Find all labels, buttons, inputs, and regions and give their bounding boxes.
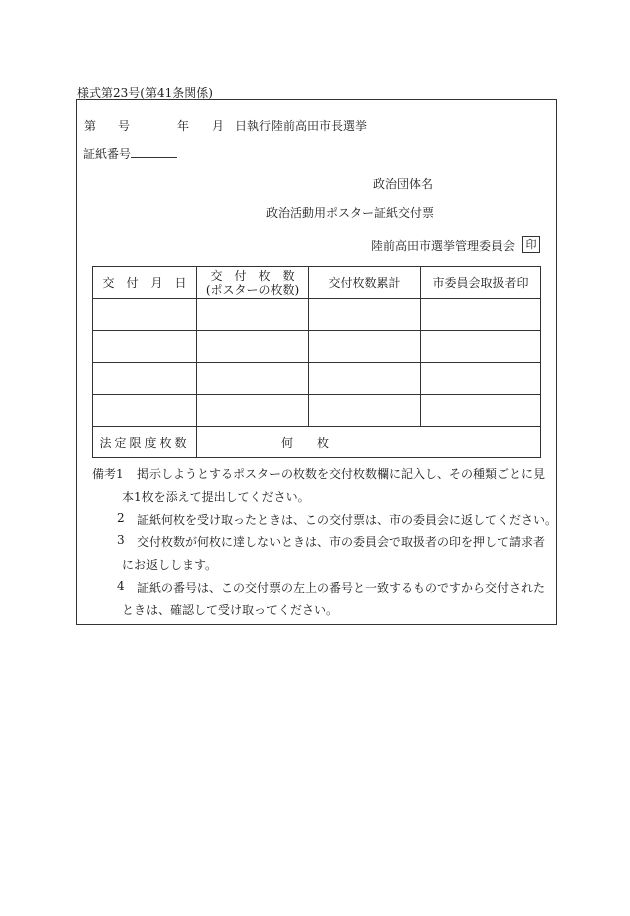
year-label: 年 [177, 119, 190, 133]
number-suffix: 号 [118, 119, 131, 133]
remarks-heading: 備考1 [92, 467, 124, 481]
form-number-header: 様式第23号(第41条関係) [77, 86, 213, 100]
table-header-row [93, 267, 541, 299]
table-row [93, 363, 541, 395]
count-cell [197, 363, 309, 395]
remark-3-line1: 交付枚数が何枚に達しないときは、市の委員会で取扱者の印を押して請求者 [137, 535, 546, 549]
header-handler-seal: 市委員会取扱者印 [421, 267, 541, 299]
document-title: 政治活動用ポスター証紙交付票 [266, 206, 435, 220]
table-row [93, 299, 541, 331]
header-issue-count-line1: 交 付 枚 数 [210, 268, 295, 283]
header-issue-count [197, 267, 309, 299]
header-cumulative: 交付枚数累計 [309, 267, 421, 299]
remark-1-line1: 掲示しようとするポスターの枚数を交付枚数欄に記入し、その種類ごとに見 [137, 467, 546, 481]
seal-stamp: 印 [522, 236, 540, 253]
committee-name: 陸前高田市選挙管理委員会 [371, 239, 516, 253]
table-row [93, 331, 541, 363]
legal-limit-value: 何 枚 [197, 427, 541, 458]
remark-4-line2: ときは、確認して受け取ってください。 [122, 603, 339, 617]
cumulative-cell [309, 395, 421, 427]
certificate-number-blank [131, 157, 177, 158]
date-cell [93, 363, 197, 395]
seal-cell [421, 395, 541, 427]
cumulative-cell [309, 331, 421, 363]
seal-cell [421, 363, 541, 395]
remark-2-number: 2 [117, 511, 125, 525]
seal-cell [421, 331, 541, 363]
legal-limit-label: 法定限度枚数 [93, 427, 197, 458]
month-label: 月 [212, 119, 225, 133]
election-execution-label: 日執行陸前高田市長選挙 [235, 119, 368, 133]
seal-cell [421, 299, 541, 331]
remark-2-text: 証紙何枚を受け取ったときは、この交付票は、市の委員会に返してください。 [137, 513, 558, 527]
header-issue-count-line2: (ポスターの枚数) [205, 282, 300, 297]
issuance-table [92, 266, 541, 458]
remark-3-line2: にお返しします。 [122, 558, 218, 572]
date-cell [93, 395, 197, 427]
remark-4-number: 4 [117, 579, 125, 593]
remark-1-line2: 本1枚を添えて提出してください。 [122, 490, 310, 504]
party-name-label: 政治団体名 [373, 177, 434, 191]
date-cell [93, 299, 197, 331]
cumulative-cell [309, 363, 421, 395]
number-prefix: 第 [84, 119, 97, 133]
remark-3-number: 3 [117, 533, 125, 547]
table-row [93, 395, 541, 427]
header-issue-date: 交 付 月 日 [93, 267, 197, 299]
count-cell [197, 395, 309, 427]
legal-limit-row [93, 427, 541, 458]
date-cell [93, 331, 197, 363]
count-cell [197, 331, 309, 363]
certificate-number-label: 証紙番号 [83, 147, 132, 161]
cumulative-cell [309, 299, 421, 331]
remark-4-line1: 証紙の番号は、この交付票の左上の番号と一致するものですから交付された [137, 581, 546, 595]
count-cell [197, 299, 309, 331]
